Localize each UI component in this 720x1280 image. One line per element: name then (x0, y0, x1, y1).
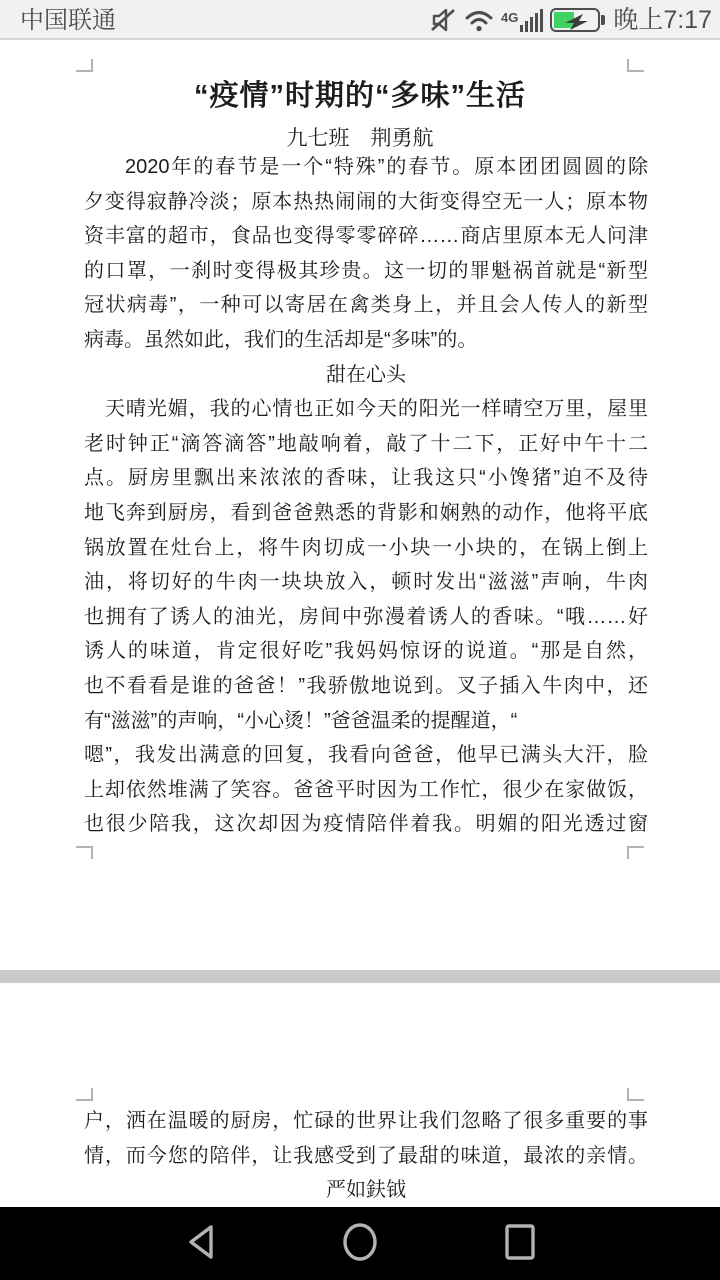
text-line: 也很少陪我，这次却因为疫情陪伴着我。明媚的阳光透过窗 (84, 813, 648, 836)
text-line: 甜在心头 (326, 363, 406, 386)
text-line: 嗯”，我发出满意的回复，我看向爸爸，他早已满头大汗，脸 (84, 744, 648, 767)
text-line: 夕变得寂静冷淡；原本热热闹闹的大街变得空无一人；原本物 (84, 190, 648, 213)
text-line: 冠状病毒”，一种可以寄居在禽类身上，并且会人传人的新型 (84, 294, 648, 317)
mute-icon (429, 6, 457, 34)
text-line: 情，而今您的陪伴，让我感受到了最甜的味道，最浓的亲情。 (84, 1144, 648, 1167)
document-scroll-area[interactable] (0, 42, 720, 1207)
text-line: 老时钟正“滴答滴答”地敲响着，敲了十二下，正好中午十二 (84, 432, 648, 455)
text-line: 油，将切好的牛肉一块块放入，顿时发出“滋滋”声响，牛肉 (84, 571, 648, 594)
text-line: 天晴光媚，我的心情也正如今天的阳光一样晴空万里，屋里 (105, 398, 648, 421)
status-icons (429, 0, 712, 40)
network-badge: 4G (500, 10, 519, 25)
margin-corner-mark (627, 59, 644, 72)
battery-icon (550, 8, 606, 32)
signal-bars (520, 8, 543, 32)
carrier-label: 中国联通 (20, 7, 116, 34)
essay-body-page-1 (84, 150, 648, 842)
text-line: 病毒。虽然如此，我们的生活却是“多味”的。 (84, 328, 478, 351)
recents-button[interactable] (484, 1207, 556, 1280)
clock-label: 晚上7:17 (613, 6, 712, 34)
essay-author: 九七班 荆勇航 (286, 127, 434, 150)
text-line: 有“滋滋”的声响，“小心烫！”爸爸温柔的提醒道，“ (84, 709, 518, 732)
back-icon (185, 1223, 219, 1264)
essay-title: “疫情”时期的“多味”生活 (193, 80, 526, 112)
page-separator (0, 970, 720, 983)
margin-corner-mark (76, 1088, 93, 1101)
text-line: 2020年的春节是一个“特殊”的春节。原本团团圆圆的除 (125, 156, 648, 178)
text-line: 也拥有了诱人的油光，房间中弥漫着诱人的香味。“哦……好 (84, 605, 648, 628)
text-line: 上却依然堆满了笑容。爸爸平时因为工作忙，很少在家做饭， (84, 778, 648, 801)
document-page-2 (0, 983, 720, 1207)
text-line: 严如鈇钺 (326, 1179, 406, 1202)
home-icon (340, 1222, 380, 1265)
text-line: 也不看看是谁的爸爸！”我骄傲地说到。叉子插入牛肉中，还 (84, 674, 648, 697)
back-button[interactable] (166, 1207, 238, 1280)
signal-icon (501, 8, 543, 32)
home-button[interactable] (324, 1207, 396, 1280)
text-line: 资丰富的超市，食品也变得零零碎碎……商店里原本无人问津 (84, 225, 648, 248)
text-line: 的口罩，一刹时变得极其珍贵。这一切的罪魁祸首就是“新型 (84, 259, 648, 282)
essay-body-page-2 (84, 1104, 648, 1208)
status-bar (0, 0, 720, 40)
margin-corner-mark (76, 59, 93, 72)
text-line: 诱人的味道，肯定很好吃”我妈妈惊讶的说道。“那是自然， (84, 640, 648, 663)
text-line: 户，洒在温暖的厨房，忙碌的世界让我们忽略了很多重要的事 (84, 1110, 648, 1132)
document-page-1 (0, 42, 720, 970)
text-line: 点。厨房里飘出来浓浓的香味，让我这只“小馋猪”迫不及待 (84, 467, 648, 490)
recents-icon (503, 1223, 537, 1264)
nav-bar (0, 1207, 720, 1280)
margin-corner-mark (76, 846, 93, 859)
wifi-icon (464, 7, 494, 33)
margin-corner-mark (627, 846, 644, 859)
margin-corner-mark (627, 1088, 644, 1101)
text-line: 地飞奔到厨房，看到爸爸熟悉的背影和娴熟的动作，他将平底 (84, 501, 648, 524)
text-line: 锅放置在灶台上，将牛肉切成一小块一小块的，在锅上倒上 (84, 536, 648, 559)
